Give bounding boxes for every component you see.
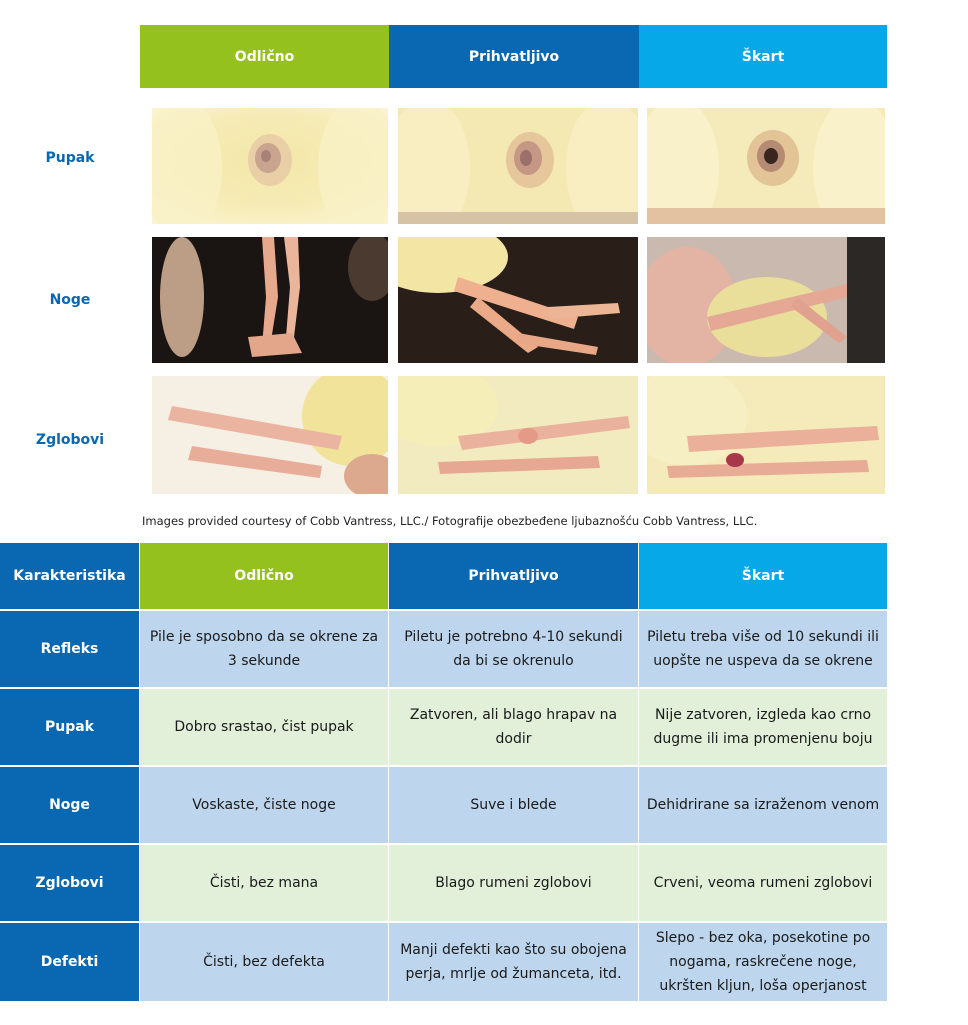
legs-reject-photo <box>647 237 885 363</box>
cell-acceptable: Zatvoren, ali blago hrapav na dodir <box>389 687 639 765</box>
legs-excellent-photo <box>152 237 388 363</box>
row-name: Zglobovi <box>0 843 140 921</box>
joints-excellent-photo <box>152 376 388 494</box>
table-row <box>0 609 887 687</box>
header-characteristic: Karakteristika <box>0 543 140 609</box>
cell-excellent: Dobro srastao, čist pupak <box>140 687 389 765</box>
cell-acceptable: Blago rumeni zglobovi <box>389 843 639 921</box>
cell-reject: Nije zatvoren, izgleda kao crno dugme ili ima promenjenu boju <box>639 687 887 765</box>
cell-excellent: Pile je sposobno da se okrene za 3 sekunde <box>140 609 389 687</box>
joints-acceptable-photo <box>398 376 638 494</box>
header-excellent: Odlično <box>140 543 389 609</box>
table-row <box>0 687 887 765</box>
table-row <box>0 921 887 1001</box>
photo-grid-header <box>140 25 887 88</box>
cell-excellent: Čisti, bez mana <box>140 843 389 921</box>
cell-reject: Crveni, veoma rumeni zglobovi <box>639 843 887 921</box>
table-header-row <box>0 543 887 609</box>
cell-acceptable: Suve i blede <box>389 765 639 843</box>
header-reject: Škart <box>639 25 887 88</box>
row-label-navel: Pupak <box>45 150 95 166</box>
header-reject: Škart <box>639 543 887 609</box>
header-acceptable: Prihvatljivo <box>389 25 639 88</box>
header-excellent: Odlično <box>140 25 389 88</box>
cell-acceptable: Piletu je potrebno 4-10 sekundi da bi se okrenulo <box>389 609 639 687</box>
row-name: Noge <box>0 765 140 843</box>
image-credit: Images provided courtesy of Cobb Vantress, LLC./ Fotografije obezbeđene ljubaznošću Cobb Vantress, LLC. <box>142 514 758 528</box>
cell-acceptable: Manji defekti kao što su obojena perja, mrlje od žumanceta, itd. <box>389 921 639 1001</box>
row-name: Defekti <box>0 921 140 1001</box>
table-row <box>0 843 887 921</box>
row-name: Refleks <box>0 609 140 687</box>
row-label-joints: Zglobovi <box>35 432 105 448</box>
navel-reject-photo <box>647 108 885 224</box>
characteristics-table <box>0 543 887 1001</box>
table-row <box>0 765 887 843</box>
joints-reject-photo <box>647 376 885 494</box>
navel-acceptable-photo <box>398 108 638 224</box>
navel-excellent-photo <box>152 108 388 224</box>
cell-reject: Slepo - bez oka, posekotine po nogama, raskrečene noge, ukršten kljun, loša operjanost <box>639 921 887 1001</box>
cell-reject: Piletu treba više od 10 sekundi ili uopšte ne uspeva da se okrene <box>639 609 887 687</box>
row-name: Pupak <box>0 687 140 765</box>
row-label-legs: Noge <box>49 292 91 308</box>
cell-excellent: Voskaste, čiste noge <box>140 765 389 843</box>
cell-excellent: Čisti, bez defekta <box>140 921 389 1001</box>
cell-reject: Dehidrirane sa izraženom venom <box>639 765 887 843</box>
legs-acceptable-photo <box>398 237 638 363</box>
header-acceptable: Prihvatljivo <box>389 543 639 609</box>
